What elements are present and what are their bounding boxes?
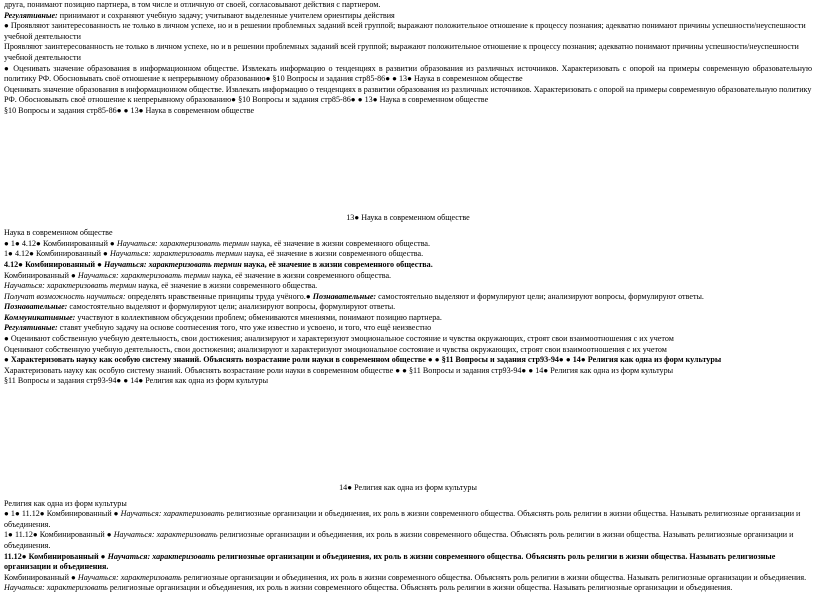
text-run: самостоятельно выделяют и формулируют цели; анализируют вопросы, формулируют ответы. xyxy=(376,291,704,301)
text-run: религиозные организации и объединения, их роль в жизни современного общества. Объяснять роль религии в жизни общества. Называть религиозные организации и объединения. xyxy=(107,583,733,593)
paragraph xyxy=(4,552,812,573)
text-run: религиозные организации и объединения, их роль в жизни современного общества. Объяснять роль религии в жизни общества. Называть религиозные организации и объединения. xyxy=(181,572,807,582)
label-regulative: Регулятивные: xyxy=(4,323,58,333)
text-line xyxy=(4,239,812,250)
text-run: религиозные организации и объединения, их роль в жизни современного общества. Объяснять роль религии в жизни общества. Называть религиозные организации и объединения. xyxy=(4,509,801,529)
text-run: ● 1● 11.12● Комбинированный ● xyxy=(4,509,121,519)
text-line xyxy=(4,292,812,303)
text-run: определять нравственные принципы труда учёного.● xyxy=(125,291,313,301)
italic-run: Получат возможность научиться: xyxy=(4,291,126,301)
text-run: Комбинированный ● xyxy=(4,270,78,280)
label-cognitive: Познавательные: xyxy=(4,302,68,312)
text-run: наука, её значение в жизни современного общества. xyxy=(210,270,392,280)
label-cognitive: Познавательные: xyxy=(312,291,377,301)
text-line xyxy=(4,271,812,282)
paragraph xyxy=(4,583,812,594)
text-line xyxy=(4,313,812,324)
text-run: наука, её значение в жизни современного общества. xyxy=(249,238,431,248)
italic-run: Научаться: характеризовать xyxy=(120,509,225,519)
italic-run: Научаться: характеризовать термин xyxy=(109,249,243,259)
bold-run: религиозные организации и объединения, их роль в жизни современного общества. Объяснять роль религии в жизни общества. Называть религиозные организации и объединения. xyxy=(4,551,776,572)
text-line: Характеризовать науку как особую систему знаний. Объяснять возрастание роли науки в современном обществе ● ● §11 Вопросы и задания стр93-94● ● 14● Религия как одна из форм культуры xyxy=(4,365,674,375)
text-run: ставят учебную задачу на основе соотнесения того, что уже известно и усвоено, и того, что ещё неизвестно xyxy=(57,323,432,333)
text-line xyxy=(4,281,812,292)
text-run: участвуют в коллективном обсуждении проблем; обмениваются мнениями, понимают позицию партнера. xyxy=(75,312,442,322)
text-run: принимают и сохраняют учебную задачу; учитывают выделенные учителем ориентиры действия xyxy=(57,10,395,20)
section-heading: 13● Наука в современном обществе xyxy=(346,212,470,222)
section-heading: 14● Религия как одна из форм культуры xyxy=(339,483,477,493)
spacer xyxy=(4,387,812,483)
label-regulative: Регулятивные: xyxy=(4,10,58,20)
text-line xyxy=(4,302,812,313)
bold-run: наука, её значение в жизни современного общества. xyxy=(241,259,433,269)
paragraph: ● Проявляют заинтересованность не только в личном успехе, но и в решении проблемных заданий всей группой; выражают положительное отношение к процессу познания; адекватно понимают причины успешности/неуспешности учебной деятельности xyxy=(4,21,806,41)
italic-run: Научаться: характеризовать xyxy=(107,551,216,561)
paragraph: Оценивать значение образования в информационном обществе. Извлекать информацию о тенденциях в развитии образования из различных источников. Характеризовать с опорой на примеры современную образовательную политику РФ. Обосновывать своё отношение к непрерывному образованию● §10 Вопросы и задания стр85-86● ● 13● Наука в современном обществе xyxy=(4,84,812,105)
italic-run: Научаться: характеризовать термин xyxy=(4,281,137,291)
text-line: §11 Вопросы и задания стр93-94● ● 14● Религия как одна из форм культуры xyxy=(4,376,269,386)
text-line: Религия как одна из форм культуры xyxy=(4,498,127,508)
text-line: Оценивают собственную учебную деятельность, свои достижения; анализируют и характеризуют эмоциональное состояние и чувства окружающих, строят свои взаимоотношения с их учетом xyxy=(4,344,667,354)
text-line: Наука в современном обществе xyxy=(4,228,113,238)
paragraph: ● Оценивать значение образования в информационном обществе. Извлекать информацию о тенденциях в развитии образования из различных источников. Характеризовать с опорой на примеры современную образовательную политику РФ. Обосновывать своё отношение к непрерывному образованию● §10 Вопросы и задания стр85-86● ● 13● Наука в современном обществе xyxy=(4,63,812,84)
italic-run: Научаться: характеризовать термин xyxy=(77,270,211,280)
paragraph xyxy=(4,509,812,530)
paragraph: Проявляют заинтересованность не только в личном успехе, но и в решении проблемных заданий всей группой; выражают положительное отношение к процессу познания; адекватно понимают причины успешности/неуспешности учебной деятельности xyxy=(4,42,799,62)
paragraph xyxy=(4,573,812,584)
text-run: 1● 4.12● Комбинированный ● xyxy=(4,249,110,259)
italic-run: Научаться: характеризовать xyxy=(4,583,108,593)
bold-run: 4.12● Комбинированный ● xyxy=(4,259,104,269)
text-run: 1● 11.12● Комбинированный ● xyxy=(4,530,114,540)
text-line xyxy=(4,249,812,260)
text-line xyxy=(4,11,812,22)
text-run: Комбинированный ● xyxy=(4,572,78,582)
text-line: ● Характеризовать науку как особую систему знаний. Объяснять возрастание роли науки в современном обществе ● ● §11 Вопросы и задания стр93-94● ● 14● Религия как одна из форм культуры xyxy=(4,355,722,365)
spacer xyxy=(4,117,812,213)
text-run: наука, её значение в жизни современного общества. xyxy=(242,249,424,259)
italic-run: Научаться: характеризовать xyxy=(113,530,218,540)
text-run: самостоятельно выделяют и формулируют цели; анализируют вопросы, формулируют ответы. xyxy=(67,302,396,312)
text-line: ● Оценивают собственную учебную деятельность, свои достижения; анализируют и характеризуют эмоциональное состояние и чувства окружающих, строят свои взаимоотношения с их учетом xyxy=(4,334,674,344)
text-run: религиозные организации и объединения, их роль в жизни современного общества. Объяснять роль религии в жизни общества. Называть религиозные организации и объединения. xyxy=(4,530,794,550)
label-communicative: Коммуникативные: xyxy=(4,312,76,322)
text-line: §10 Вопросы и задания стр85-86● ● 13● Наука в современном обществе xyxy=(4,105,255,115)
italic-run: Научаться: характеризовать xyxy=(77,572,182,582)
text-run: ● 1● 4.12● Комбинированный ● xyxy=(4,238,117,248)
text-line xyxy=(4,260,812,271)
bold-run: 11.12● Комбинированный ● xyxy=(4,551,108,561)
text-run: наука, её значение в жизни современного общества. xyxy=(136,281,318,291)
paragraph xyxy=(4,530,812,551)
italic-run: Научаться: характеризовать термин xyxy=(104,259,242,269)
text-line xyxy=(4,323,812,334)
text-line: друга, понимают позицию партнера, в том числе и отличную от своей, согласовывают действия с партнером. xyxy=(4,0,381,9)
italic-run: Научаться: характеризовать термин xyxy=(116,238,250,248)
